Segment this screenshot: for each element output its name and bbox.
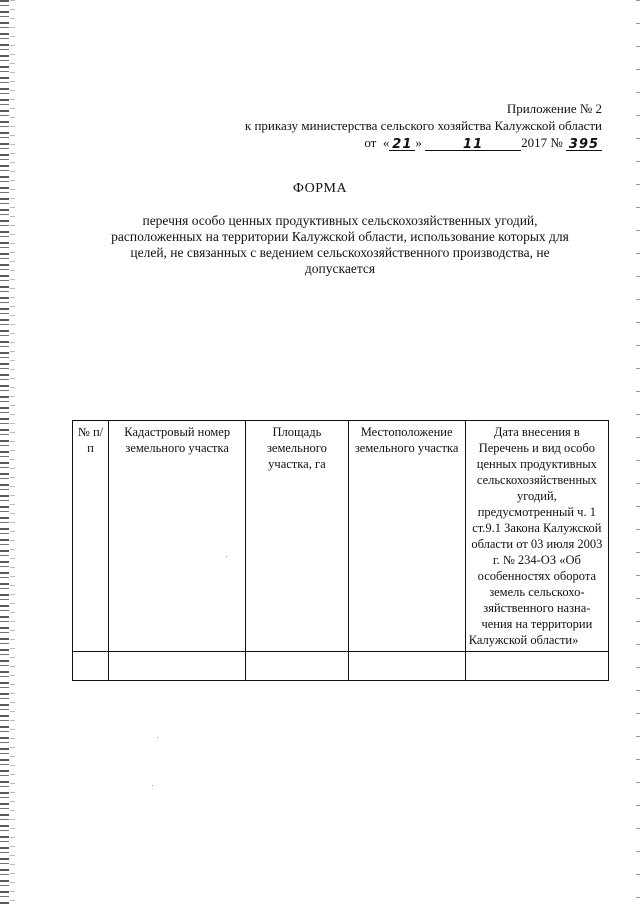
table-row: [73, 652, 609, 681]
order-date-number: [182, 134, 602, 151]
header-location: Местоположение земельного участка: [348, 421, 465, 652]
number-handwritten: 395: [568, 137, 600, 152]
scan-speck: [226, 556, 227, 557]
scan-edge-left-secondary: [10, 0, 15, 905]
header-inclusion-date: Дата внесения в Перечень и вид особо ценных продуктивных сельскохозяйственных угодий, предусмотренный ч. 1 ст.9.1 Закона Калужской области от 03 июля 2003 г. № 234-ОЗ «Об особенностях оборота земель сельскохо-зяйственного назна-чения на территории Калужской области»: [465, 421, 608, 652]
scan-edge-right: [636, 0, 640, 905]
scan-speck: [152, 785, 153, 786]
day-blank: [389, 135, 415, 151]
cell-number: [73, 652, 109, 681]
number-blank: [566, 135, 602, 151]
scan-edge-left: [0, 0, 9, 905]
form-subtitle: перечня особо ценных продуктивных сельскохозяйственных угодий, расположенных на территории Калужской области, использование которых для целей, не связанных с ведением сельскохозяйственного производства, не допускается: [111, 213, 569, 276]
cell-location: [348, 652, 465, 681]
order-reference: к приказу министерства сельского хозяйства Калужской области: [244, 118, 602, 133]
number-sign: №: [550, 135, 563, 150]
table-header-row: [73, 421, 609, 652]
year: 2017: [521, 135, 548, 150]
cell-area: [246, 652, 348, 681]
day-handwritten: 21: [392, 137, 413, 152]
day-close-quote: »: [415, 135, 422, 150]
month-blank: [425, 135, 521, 151]
cell-inclusion-date: [465, 652, 608, 681]
cell-cadastral-number: [109, 652, 246, 681]
header-number: № п/п: [73, 421, 109, 652]
appendix-label: Приложение № 2: [506, 101, 602, 116]
day-open-quote: «: [382, 135, 390, 150]
form-title: ФОРМА: [292, 181, 348, 196]
header-area: Площадь земельного участка, га: [246, 421, 348, 652]
scan-speck: [157, 737, 158, 738]
appendix-header: [182, 100, 602, 151]
register-table: [72, 420, 609, 681]
from-prefix: от: [364, 135, 377, 150]
month-handwritten: 11: [463, 137, 484, 152]
header-cadastral-number: Кадастровый номер земельного участка: [109, 421, 246, 652]
